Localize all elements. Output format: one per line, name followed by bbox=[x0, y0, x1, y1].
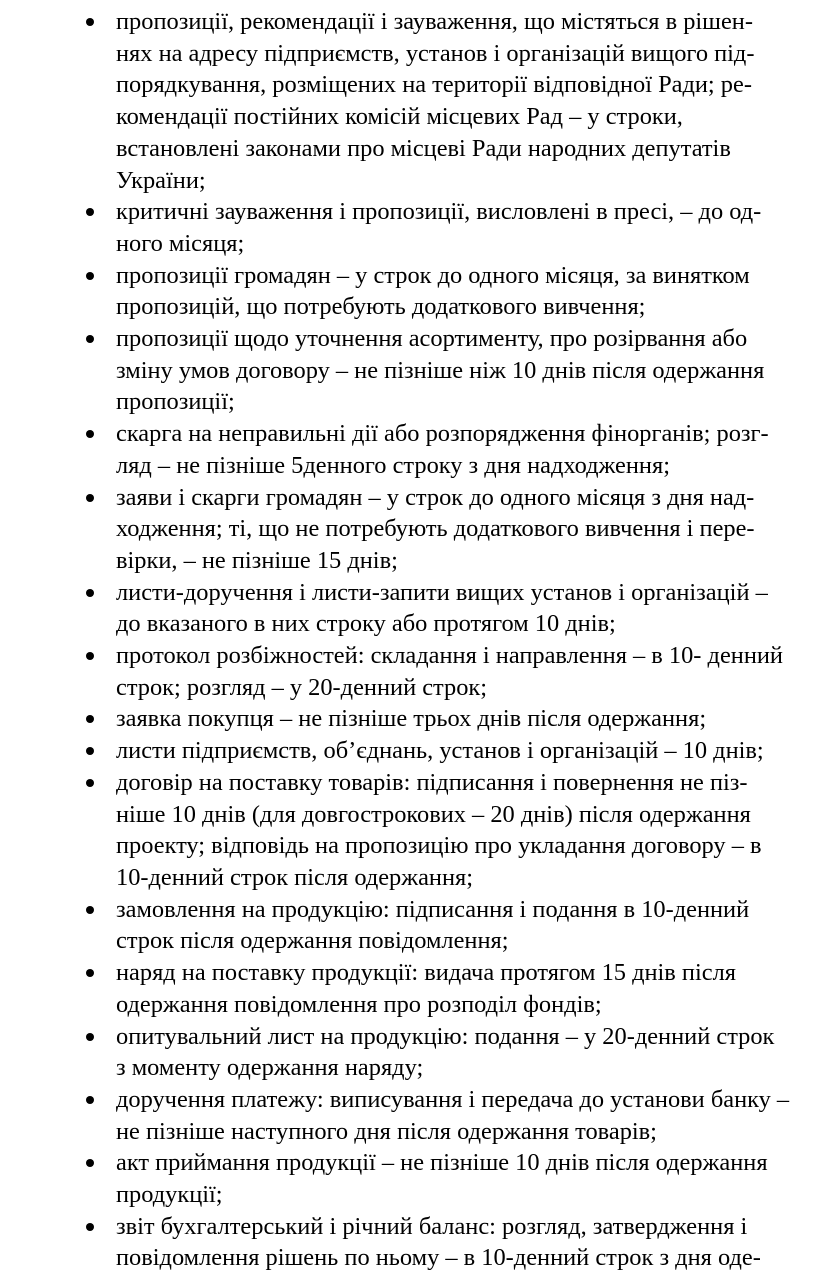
bullet-icon bbox=[84, 196, 98, 228]
list-item bbox=[0, 577, 816, 640]
bullet-icon bbox=[84, 703, 98, 735]
list-item bbox=[0, 1021, 816, 1084]
list-item bbox=[0, 260, 816, 323]
bullet-icon bbox=[84, 6, 98, 38]
bullet-icon bbox=[84, 323, 98, 355]
list-item-text: протокол розбіжностей: складання і направлення – в 10- денний строк; розгляд – у 20-денний строк; bbox=[116, 642, 783, 701]
list-item-text: листи-доручення і листи-запити вищих установ і організацій – до вказаного в них строку або протягом 10 днів; bbox=[116, 578, 768, 638]
bullet-icon bbox=[84, 1021, 98, 1053]
list-item-text: наряд на поставку продукції: видача протягом 15 днів після одержання повідомлення про розподіл фондів; bbox=[116, 959, 736, 1018]
list-item bbox=[0, 640, 816, 703]
bullet-icon bbox=[84, 735, 98, 767]
list-item-text: опитувальний лист на продукцію: подання – у 20-денний строк з моменту одержання наряду; bbox=[116, 1022, 775, 1082]
bullet-icon bbox=[84, 894, 98, 926]
list-item-text: заяви і скарги громадян – у строк до одного місяця з дня над- ходження; ті, що не потребують додаткового вивчення і пере- вірки, – не пізніше 15 днів; bbox=[116, 483, 755, 574]
list-item-text: пропозиції щодо уточнення асортименту, про розірвання або зміну умов договору – не пізніше ніж 10 днів після одержання пропозиції; bbox=[116, 325, 765, 416]
list-item-text: акт приймання продукції – не пізніше 10 днів після одержання продукції; bbox=[116, 1149, 768, 1209]
list-item bbox=[0, 735, 816, 767]
list-item-text: пропозиції, рекомендації і зауваження, що містяться в рішен- нях на адресу підприємств, установ і організацій вищого під- порядкування, розміщених на території відповідної Ради; ре- комендації постійних комісій місцевих Рад – у строки, встановлені законами про місцеві Ради народних депутатів України; bbox=[116, 8, 755, 194]
bullet-icon bbox=[84, 260, 98, 292]
bullet-icon bbox=[84, 767, 98, 799]
bullet-icon bbox=[84, 1147, 98, 1179]
list-item bbox=[0, 767, 816, 894]
list-item-text: пропозиції громадян – у строк до одного місяця, за винятком пропозицій, що потребують додаткового вивчення; bbox=[116, 261, 750, 321]
bullet-icon bbox=[84, 1211, 98, 1243]
list-item bbox=[0, 323, 816, 418]
list-item bbox=[0, 196, 816, 259]
bullet-icon bbox=[84, 957, 98, 989]
bullet-icon bbox=[84, 1084, 98, 1116]
list-item bbox=[0, 1084, 816, 1147]
list-item-text: скарга на неправильні дії або розпорядження фінорганів; розг- ляд – не пізніше 5денного строку з дня надходження; bbox=[116, 420, 769, 479]
list-item-text: звіт бухгалтерський і річний баланс: розгляд, затвердження і повідомлення рішень по ньому – в 10-денний строк з дня оде- bbox=[116, 1212, 761, 1272]
list-item bbox=[0, 418, 816, 481]
list-item-text: листи підприємств, об’єднань, установ і організацій – 10 днів; bbox=[116, 737, 764, 765]
list-item-text: критичні зауваження і пропозиції, висловлені в пресі, – до од- ного місяця; bbox=[116, 198, 762, 257]
list-item bbox=[0, 1211, 816, 1274]
list-item bbox=[0, 894, 816, 957]
bullet-icon bbox=[84, 482, 98, 514]
list-item bbox=[0, 957, 816, 1020]
bullet-icon bbox=[84, 418, 98, 450]
list-item bbox=[0, 1147, 816, 1210]
list-item-text: заявка покупця – не пізніше трьох днів після одержання; bbox=[116, 705, 707, 733]
bullet-icon bbox=[84, 577, 98, 609]
bullet-list bbox=[0, 6, 816, 1274]
list-item-text: договір на поставку товарів: підписання і повернення не піз- ніше 10 днів (для довгострокових – 20 днів) після одержання проекту; відповідь на пропозицію про укладання договору – в 10-денний строк після одержання; bbox=[116, 768, 762, 891]
list-item-text: доручення платежу: виписування і передача до установи банку – не пізніше наступного дня після одержання товарів; bbox=[116, 1085, 790, 1145]
bullet-icon bbox=[84, 640, 98, 672]
list-item bbox=[0, 482, 816, 577]
list-item-text: замовлення на продукцію: підписання і подання в 10-денний строк після одержання повідомлення; bbox=[116, 895, 750, 955]
list-item bbox=[0, 703, 816, 735]
list-item bbox=[0, 6, 816, 196]
